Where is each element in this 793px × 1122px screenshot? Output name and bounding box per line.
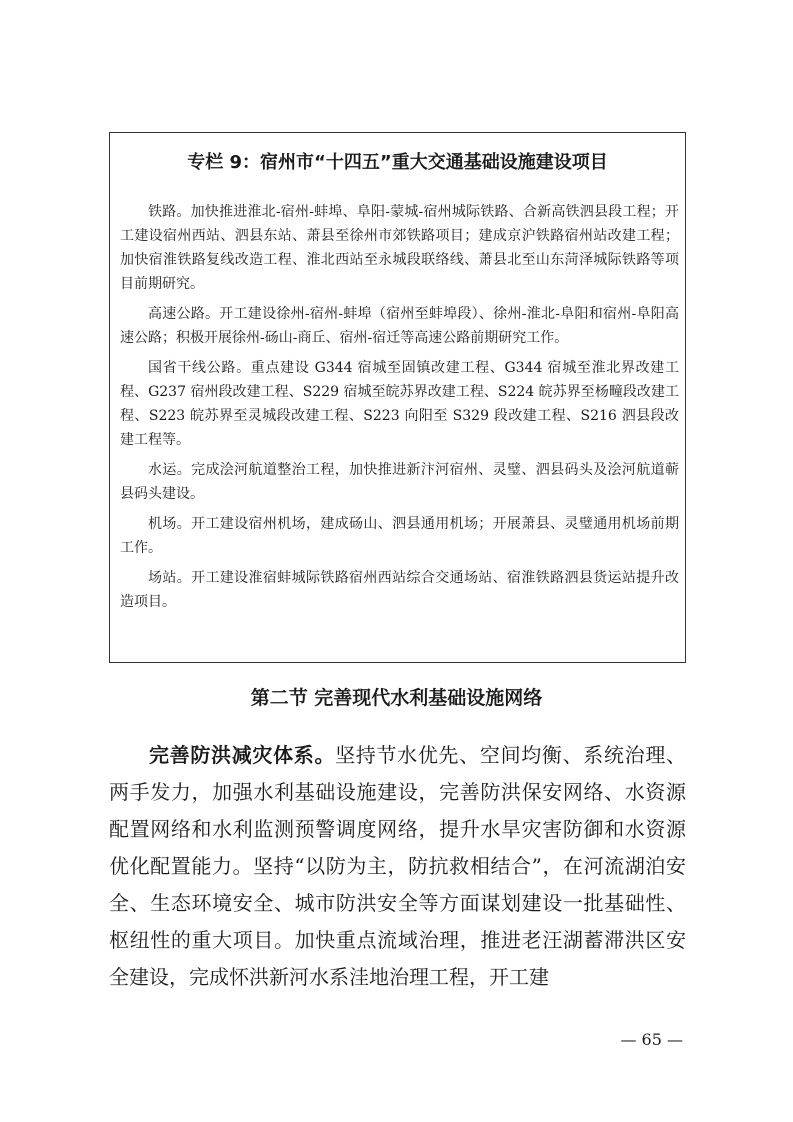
railway-paragraph: 铁路。加快推进淮北-宿州-蚌埠、阜阳-蒙城-宿州城际铁路、合新高铁泗县段工程；开工建设宿州西站、泗县东站、萧县至徐州市郊铁路项目；建成京沪铁路宿州站改建工程；加快宿淮铁路复线改造工程、淮北西站至永城段联络线、萧县北至山东菏泽城际铁路等项目前期研究。 — [120, 204, 679, 292]
page-number: — 65 — — [620, 1030, 683, 1049]
section-title: 第二节 完善现代水利基础设施网络 — [250, 687, 543, 709]
airport-paragraph: 机场。开工建设宿州机场，建成砀山、泗县通用机场；开展萧县、灵璧通用机场前期工作。 — [120, 516, 679, 556]
main-text — [109, 737, 686, 996]
paragraph-body: 坚持节水优先、空间均衡、系统治理、两手发力，加强水利基础设施建设，完善防洪保安网络、水资源配置网络和水利监测预警调度网络，提升水旱灾害防御和水资源优化配置能力。坚持“以防为主，防抗救相结合”，在河流湖泊安全、生态环境安全、城市防洪安全等方面谋划建设一批基础性、枢纽性的重大项目。加快重点流域治理，推进老汪湖蓄滞洪区安全建设，完成怀洪新河水系洼地治理工程，开工建 — [109, 743, 687, 989]
paragraph-lead: 完善防洪减灾体系。 — [149, 743, 336, 767]
expressway-paragraph: 高速公路。开工建设徐州-宿州-蚌埠（宿州至蚌埠段）、徐州-淮北-阜阳和宿州-阜阳高速公路；积极开展徐州-砀山-商丘、宿州-宿迁等高速公路前期研究工作。 — [120, 306, 679, 346]
box-body — [120, 200, 679, 620]
trunk-road-paragraph: 国省干线公路。重点建设 G344 宿城至固镇改建工程、G344 宿城至淮北界改建工程、G237 宿州段改建工程、S229 宿城至皖苏界改建工程、S224 皖苏界至杨疃段改建工程、S223 皖苏界至灵城段改建工程、S223 向阳至 S329 段改建工程、S216 泗县段改建工程等。 — [120, 360, 679, 448]
box-title: 专栏 9：宿州市“十四五”重大交通基础设施建设项目 — [187, 152, 608, 173]
main-paragraph — [109, 737, 686, 996]
transport-projects-box — [109, 132, 686, 663]
station-paragraph: 场站。开工建设淮宿蚌城际铁路宿州西站综合交通场站、宿淮铁路泗县货运站提升改造项目。 — [120, 570, 679, 610]
waterway-paragraph: 水运。完成浍河航道整治工程，加快推进新汴河宿州、灵璧、泗县码头及浍河航道蕲县码头建设。 — [120, 462, 679, 502]
